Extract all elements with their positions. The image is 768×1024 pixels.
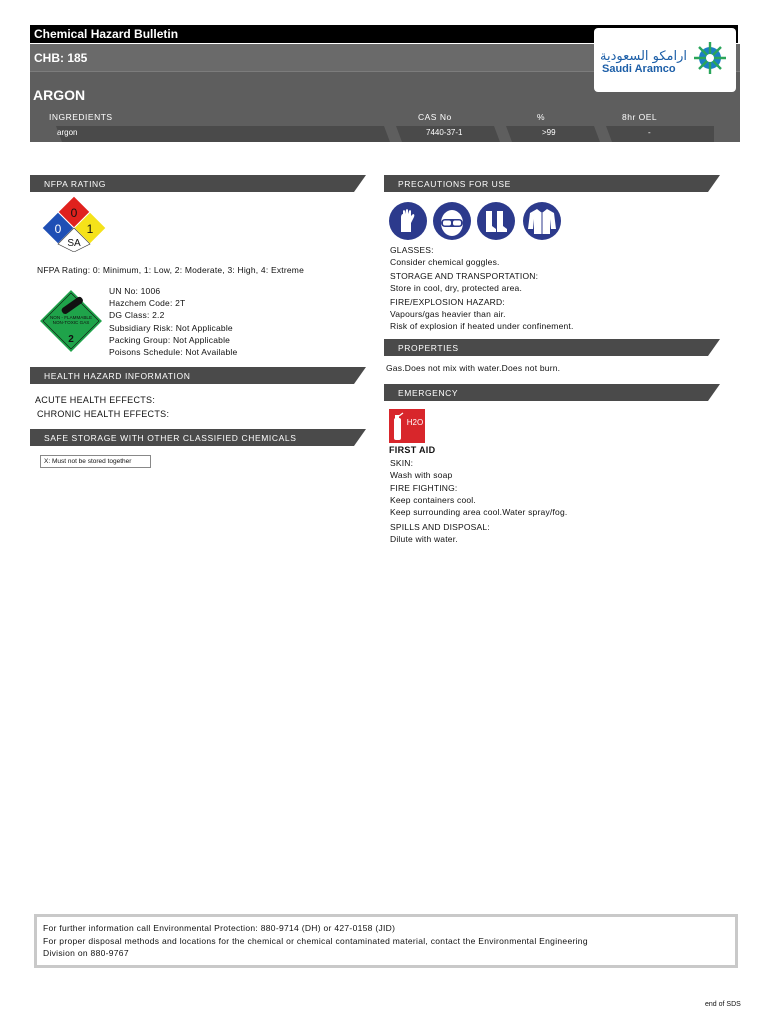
- nfpa-special: SA: [67, 238, 81, 249]
- precautions-section-header: [384, 175, 720, 192]
- dg-label-line1: NON - FLAMMABLE: [49, 315, 93, 320]
- ingredient-oel: -: [648, 128, 651, 137]
- nfpa-legend: NFPA Rating: 0: Minimum, 1: Low, 2: Moderate, 3: High, 4: Extreme: [37, 265, 305, 275]
- fire-explosion-text-1: Vapours/gas heavier than air.: [390, 309, 506, 319]
- storage-section-title: SAFE STORAGE WITH OTHER CLASSIFIED CHEMICALS: [44, 433, 297, 443]
- emergency-section-header: [384, 384, 720, 401]
- ingredient-row: [44, 126, 714, 142]
- col-oel: 8hr OEL: [622, 112, 658, 122]
- emergency-section-title: EMERGENCY: [398, 388, 459, 398]
- storage-transport-text: Store in cool, dry, protected area.: [390, 283, 523, 293]
- bulletin-title: Chemical Hazard Bulletin: [34, 27, 179, 41]
- boots-icon: [477, 202, 515, 240]
- saudi-aramco-logo: [594, 28, 736, 92]
- glasses-text: Consider chemical goggles.: [390, 257, 500, 267]
- dg-class-number: 2: [68, 334, 74, 345]
- col-cas: CAS No: [418, 112, 452, 122]
- fire-explosion-text-2: Risk of explosion if heated under confinement.: [390, 321, 574, 331]
- nfpa-section-title: NFPA RATING: [44, 179, 107, 189]
- logo-arabic-text: ارامكو السعودية: [600, 49, 688, 64]
- fire-fighting-label: FIRE FIGHTING:: [390, 483, 458, 493]
- dg-hazchem: Hazchem Code: 2T: [109, 298, 186, 308]
- properties-section-header: [384, 339, 720, 356]
- first-aid-title: FIRST AID: [389, 445, 436, 455]
- footer-line-2: For proper disposal methods and locations for the chemical or chemical contaminated material, contact the Environmental Engineering: [43, 936, 588, 946]
- fire-fighting-text-2: Keep surrounding area cool.Water spray/fog.: [390, 507, 568, 517]
- fire-fighting-text-1: Keep containers cool.: [390, 495, 476, 505]
- dg-packing-group: Packing Group: Not Applicable: [109, 335, 231, 345]
- nfpa-section-header: [30, 175, 366, 192]
- spills-label: SPILLS AND DISPOSAL:: [390, 522, 490, 532]
- gloves-icon: [389, 202, 427, 240]
- storage-transport-label: STORAGE AND TRANSPORTATION:: [390, 271, 539, 281]
- footer-contact-box: [34, 914, 738, 968]
- health-section-header: [30, 367, 366, 384]
- ingredient-cas: 7440-37-1: [426, 128, 463, 137]
- dg-label-line2: NON-TOXIC GAS: [52, 320, 90, 325]
- glasses-label: GLASSES:: [390, 245, 434, 255]
- dg-un-no: UN No: 1006: [109, 286, 161, 296]
- skin-label: SKIN:: [390, 458, 414, 468]
- nfpa-health: 0: [54, 222, 62, 236]
- water-label: H2O: [406, 418, 424, 427]
- footer-line-1: For further information call Environmental Protection: 880-9714 (DH) or 427-0158 (JID): [43, 923, 396, 933]
- aramco-star-icon: [690, 40, 728, 80]
- col-percent: %: [537, 112, 546, 122]
- properties-section-title: PROPERTIES: [398, 343, 459, 353]
- fire-explosion-label: FIRE/EXPLOSION HAZARD:: [390, 297, 505, 307]
- chemical-name: ARGON: [33, 87, 86, 103]
- nfpa-reactivity: 1: [86, 222, 94, 236]
- dg-class: DG Class: 2.2: [109, 310, 165, 320]
- col-ingredients: INGREDIENTS: [49, 112, 113, 122]
- precautions-section-title: PRECAUTIONS FOR USE: [398, 179, 511, 189]
- end-of-sds: end of SDS: [705, 1001, 741, 1008]
- footer-line-3: Division on 880-9767: [43, 948, 129, 958]
- nfpa-flammability: 0: [70, 206, 78, 220]
- health-section-title: HEALTH HAZARD INFORMATION: [44, 371, 191, 381]
- coat-icon: [523, 202, 561, 240]
- fire-extinguisher-icon: [389, 409, 425, 443]
- spills-text: Dilute with water.: [390, 534, 458, 544]
- dg-class-label: [38, 288, 104, 354]
- storage-key: X: Must not be stored together: [40, 455, 151, 468]
- goggles-icon: [433, 202, 471, 240]
- nfpa-diamond: [40, 196, 108, 252]
- ingredient-percent: >99: [542, 128, 556, 137]
- acute-health-effects: ACUTE HEALTH EFFECTS:: [35, 395, 156, 405]
- skin-text: Wash with soap: [390, 470, 453, 480]
- header-band: [30, 44, 740, 142]
- dg-poisons-schedule: Poisons Schedule: Not Available: [109, 347, 238, 357]
- ingredient-name: argon: [57, 128, 78, 137]
- chb-number: CHB: 185: [34, 51, 88, 65]
- dg-subsidiary-risk: Subsidiary Risk: Not Applicable: [109, 323, 233, 333]
- chronic-health-effects: CHRONIC HEALTH EFFECTS:: [37, 409, 170, 419]
- storage-section-header: [30, 429, 366, 446]
- properties-text: Gas.Does not mix with water.Does not burn.: [386, 363, 561, 373]
- logo-english-text: Saudi Aramco: [602, 63, 676, 75]
